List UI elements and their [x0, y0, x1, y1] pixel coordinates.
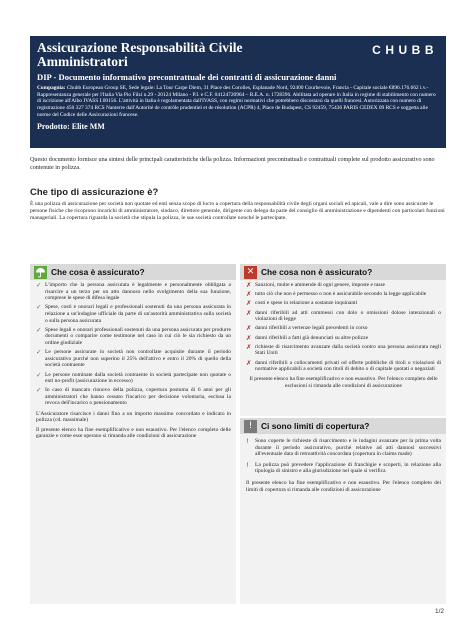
check-icon: ✓: [36, 348, 42, 357]
x-icon: ✗: [246, 358, 252, 367]
company-text: Chubb European Group SE, Sede legale: La Tour Carpe Diem, 31 Place des Corolles, Esplanade Nord, 92400 Courbevoie, Francia - Capitale sociale €896.176.662 i.v.- Rappresentanza generale per l'Italia Via Pio Filzi n.29 - 20124 Milano - P.I. e C.F. 04124720964 – R.E.A. n. 1728396. Abilitata ad operare in Italia in regime di stabilimento con numero di iscrizione all'Albo IVASS I.00156. L'attività in Italia è regolamentata dall'IVASS, con regimi normativi che potrebbero discostarsi da quelli francesi. Autorizzata con numero di registrazione 450 327 374 RCS Nanterre dall'Autorité de contrôle prudentiel et de résolution (ACPR) 4, Place de Budapest, CS 92459, 75436 PARIS CEDEX 09 RCS e soggetta alle norme del Codice delle Assicurazioni francese.: [37, 85, 436, 118]
section-heading: Che tipo di assicurazione è?: [30, 187, 159, 198]
company-info: [37, 85, 439, 119]
list-item: ✓ Le persone assicurate in società non controllate acquisite durante il periodo assicurativo purché non superino il 25% dell'attivo e entro il 20% di quello della società contraente: [36, 348, 231, 369]
exclamation-icon: !: [246, 460, 249, 469]
check-icon: ✓: [36, 325, 42, 334]
list-item: ✗ costi e spese in relazione a sostanze inquinanti: [246, 299, 358, 308]
panel-insured-note-list: Il presente elenco ha fine esemplificativo e non esaustivo. Per l'elenco completo delle garanzie e come esse operano si rimanda alle condizioni di assicurazione: [36, 426, 231, 440]
x-icon: ✗: [246, 333, 252, 342]
list-item: ✓ Spese, costi e onorari legali e professionali sostenuti da una persona assicurata in relazione a un'indagine ufficiale da parte di un'autorità amministrativa sulla società o sulla persona assicurata: [36, 303, 231, 324]
list-item: ✗ danni riferibili a vertenze legali precedenti in corso: [246, 324, 368, 333]
list-item: ✓ In caso di mancato rinnovo della polizza, copertura postuma di 6 anni per gli amministratori che hanno cessato l'incarico per decisione volontaria, esclusa la revoca dell'incarico o pensionamento: [36, 386, 231, 407]
document-subtitle: DIP - Documento informativo precontrattuale dei contratti di assicurazione danni: [37, 72, 337, 82]
document-header: [30, 36, 446, 148]
list-item: ✗ Sanzioni, multe e ammende di ogni genere, imposte e tasse: [246, 281, 385, 289]
umbrella-icon: [34, 266, 47, 279]
x-icon: ✗: [246, 299, 252, 308]
list-item: ✗ danni riferibili a fatti già denunciati su altre polizze: [246, 333, 369, 342]
panel-limits-title: Ci sono limiti di copertura?: [261, 421, 370, 431]
list-item: ! La polizza può prevedere l'applicazione di franchigie e scoperti, in relazione alla tipologia di sinistro e alla giurisdizione nel quale si verifica: [246, 460, 441, 475]
panel-insured-title: Che cosa è assicurato?: [51, 267, 145, 277]
panel-insured-note-limit: L'Assicuratore risarcisce i danni fino a un importo massimo concordato e indicato in polizza (cd. massimale): [36, 410, 231, 424]
cross-icon: ✕: [244, 266, 257, 279]
intro-text: Questo documento fornisce una sintesi delle principali caratteristiche della polizza. Informazioni precontrattuali e contrattuali complete sul prodotto assicurativo sono contenute in polizza.: [30, 157, 435, 171]
list-item: ✗ danni riferibili a collocamenti privati od offerte pubbliche di titoli o violazioni di normative applicabili a società con titoli di debito o di capitale quotati o negoziati: [246, 358, 441, 373]
panel-limits: [240, 418, 446, 604]
check-icon: ✓: [36, 303, 42, 312]
list-item: ! Sono coperte le richieste di risarcimento e le indagini avanzate per la prima volta durante il periodo assicurativo, purché relative ad atti dannosi successivi all'eventuale data di retroattività concordata (copertura in claims made): [246, 437, 441, 458]
warning-icon: !: [244, 420, 257, 433]
exclamation-icon: !: [246, 437, 249, 445]
panel-limits-note: Il presente elenco ha fine esemplificativo e non esaustivo. Per l'elenco completo dei limiti di copertura si rimanda alle condizioni di assicurazione: [246, 479, 441, 493]
list-item: ✓ L'importo che la persona assicurata è legalmente e personalmente obbligata a risarcire a un terzo per un atto dannoso nello svolgimento della sua funzione, comprese le spese di difesa legale: [36, 281, 231, 302]
panel-insured-header: [30, 264, 236, 280]
product-name: Prodotto: Elite MM: [37, 121, 105, 131]
x-icon: ✗: [246, 308, 252, 317]
list-item: ✗ tutto ciò che non è permesso o non è assicurabile secondo la legge applicabile: [246, 290, 427, 299]
list-item: ✗ richieste di risarcimento avanzate dalla società contro una persona assicurata negli Stati Uniti: [246, 342, 441, 357]
list-item: ✓ Spese legali e onorari professionali sostenuti da una persona assicurata per produrre documenti o comparire come testimone nel caso in cui ciò le sia richiesto da un ordine giudiziale: [36, 325, 231, 346]
x-icon: ✗: [246, 324, 252, 333]
section-text: È una polizza di assicurazione per società non quotate ed enti senza scopo di lucro a copertura della responsabilità civile degli organi sociali ed apicali, vale a dire sono assicurate le persone fisiche che ricoprono incarichi di amministratore, sindaco, direttore generale, dirigente con delega da parte del consiglio di amministrazione e dipendenti con particolari funzioni manageriali. La copertura riguarda la società che stipula la polizza, le sue società controllate nonché le partecipate.: [30, 201, 445, 222]
check-icon: ✓: [36, 281, 42, 289]
page-number: 1/2: [434, 608, 444, 615]
x-icon: ✗: [246, 342, 252, 351]
panel-not-insured-header: [240, 264, 446, 280]
check-icon: ✓: [36, 370, 42, 379]
panel-not-insured-title: Che cosa non è assicurato?: [261, 267, 373, 277]
x-icon: ✗: [246, 290, 252, 299]
chubb-logo: CHUBB: [372, 43, 438, 57]
company-label: Compagnia:: [37, 85, 66, 91]
document-title: Assicurazione Responsabilità Civile Amministratori: [37, 40, 243, 69]
panel-limits-header: [240, 418, 446, 434]
panel-not-insured: [240, 264, 446, 416]
list-item: ✗ danni riferibili ad atti commessi con dolo o omissioni dolose intenzionali o violazioni di legge: [246, 308, 441, 323]
x-icon: ✗: [246, 281, 252, 289]
panel-not-insured-note: Il presente elenco ha fine esemplificativo e non esaustivo. Per l'elenco completo delle esclusioni si rimanda alle condizioni di assicurazione: [249, 376, 438, 389]
check-icon: ✓: [36, 386, 42, 395]
panel-insured: [30, 264, 236, 604]
list-item: ✓ Le persone nominate dalla società contraente in società partecipate non quotate o enti no-profit (assicurazione in eccesso): [36, 370, 231, 385]
